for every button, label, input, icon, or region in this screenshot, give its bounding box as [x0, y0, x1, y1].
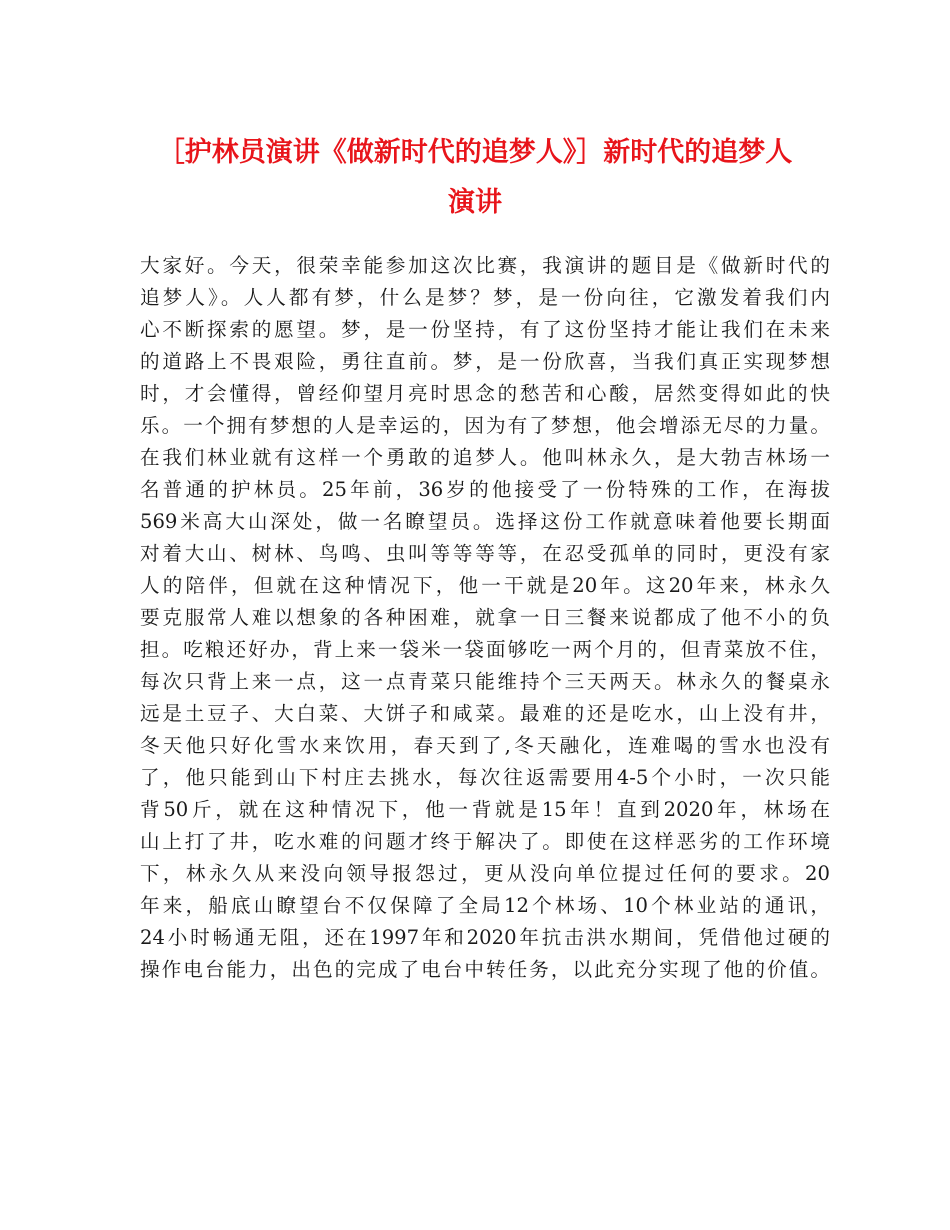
body-line: 心不断探索的愿望。梦，是一份坚持，有了这份坚持才能让我们在未来	[140, 318, 830, 341]
body-line: 对着大山、树林、鸟鸣、虫叫等等等等，在忍受孤单的同时，更没有家	[140, 542, 830, 565]
body-line: 操作电台能力，出色的完成了电台中转任务，以此充分实现了他的价值。	[140, 958, 830, 981]
body-line: 24小时畅通无阻，还在1997年和2020年抗击洪水期间，凭借他过硬的	[140, 926, 830, 949]
body-line: 乐。一个拥有梦想的人是幸运的，因为有了梦想，他会增添无尽的力量。	[140, 414, 830, 437]
title-line-1: ［护林员演讲《做新时代的追梦人》］新时代的追梦人	[157, 137, 793, 168]
document-title	[120, 128, 830, 228]
body-line: 在我们林业就有这样一个勇敢的追梦人。他叫林永久，是大勃吉林场一	[140, 446, 830, 469]
body-line: 远是土豆子、大白菜、大饼子和咸菜。最难的还是吃水，山上没有井，	[140, 702, 830, 725]
body-line: 名普通的护林员。25年前，36岁的他接受了一份特殊的工作，在海拔	[140, 478, 830, 501]
body-line: 要克服常人难以想象的各种困难，就拿一日三餐来说都成了他不小的负	[140, 606, 830, 629]
body-line: 下，林永久从来没向领导报怨过，更从没向单位提过任何的要求。20	[140, 862, 830, 885]
speech-body	[140, 250, 830, 986]
body-line: 时，才会懂得，曾经仰望月亮时思念的愁苦和心酸，居然变得如此的快	[140, 382, 830, 405]
body-line: 冬天他只好化雪水来饮用，春天到了,冬天融化，连难喝的雪水也没有	[140, 734, 830, 757]
body-line: 年来，船底山瞭望台不仅保障了全局12个林场、10个林业站的通讯，	[140, 894, 830, 917]
body-line: 569米高大山深处，做一名瞭望员。选择这份工作就意味着他要长期面	[140, 510, 830, 533]
body-line: 大家好。今天，很荣幸能参加这次比赛，我演讲的题目是《做新时代的	[140, 254, 830, 277]
body-line: 了，他只能到山下村庄去挑水，每次往返需要用4-5个小时，一次只能	[140, 766, 830, 789]
body-line: 追梦人》。人人都有梦，什么是梦？梦，是一份向往，它激发着我们内	[140, 286, 830, 309]
body-line: 每次只背上来一点，这一点青菜只能维持个三天两天。林永久的餐桌永	[140, 670, 830, 693]
body-line: 山上打了井，吃水难的问题才终于解决了。即使在这样恶劣的工作环境	[140, 830, 830, 853]
body-line: 的道路上不畏艰险，勇往直前。梦，是一份欣喜，当我们真正实现梦想	[140, 350, 830, 373]
body-line: 背50斤，就在这种情况下，他一背就是15年！直到2020年，林场在	[140, 798, 830, 821]
body-line: 人的陪伴，但就在这种情况下，他一干就是20年。这20年来，林永久	[140, 574, 830, 597]
body-line: 担。吃粮还好办，背上来一袋米一袋面够吃一两个月的，但青菜放不住，	[140, 638, 830, 661]
title-line-2: 演讲	[448, 187, 502, 218]
